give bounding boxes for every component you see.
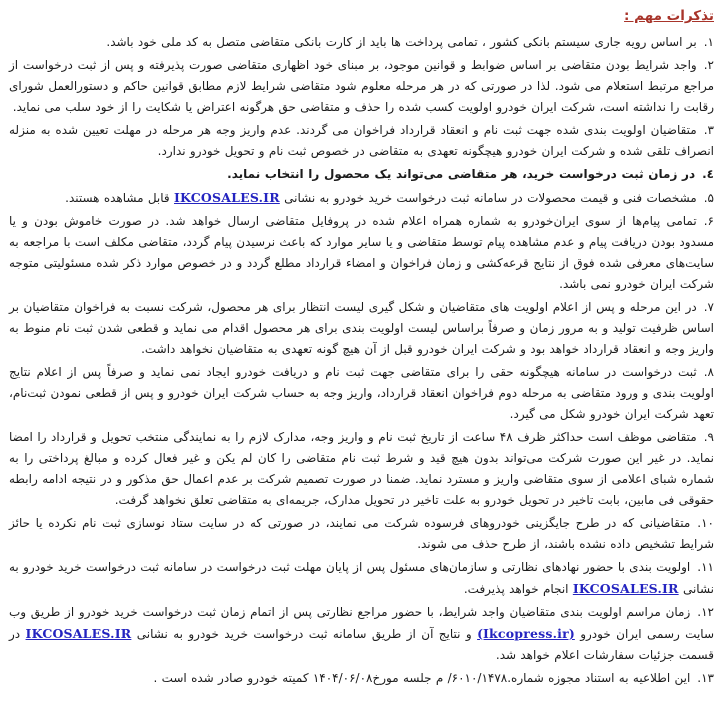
note-text: و نتایج آن از طریق سامانه ثبت درخواست خرید خودرو به نشانی (131, 627, 478, 641)
note-item-7 (9, 297, 714, 360)
note-text: ثبت درخواست در سامانه هیچگونه حقی را برای متقاضی جهت ثبت نام و دریافت خودرو ایجاد نمی نماید و صرفاً پس از اعلام نتایج اولویت بندی و ورود متقاضی به مرحله دوم فراخوان انعقاد قرارداد، واریز وجه به حساب شرکت ایران خودرو و پس از قطعی نمودن ثبت‌نام، تعهد شرکت ایران خودرو شکل می گیرد. (9, 365, 714, 421)
note-text: متقاضی موظف است حداکثر ظرف ۴۸ ساعت از تاریخ ثبت نام و واریز وجه، مدارک لازم را به نمایندگی منتخب تحویل و قرارداد را امضا نماید. در غیر این صورت شرکت می‌تواند بدون هیچ قید و شرط ثبت نام متقاضی را کان لم یکن و غیر فعال کرده و مبالغ پرداختی را به شماره شبای اعلامی از سوی متقاضی واریز و مسترد نماید. ضمنا در صورت تصمیم شرکت بر عدم اعمال حق مذکور و در نتیجه ادامه رابطه حقوقی فی مابین، بابت تاخیر در تحویل خودرو به علت تاخیر در تحویل مدارک، جریمه‌ای به متقاضی تعلق نخواهد گرفت. (9, 430, 714, 507)
notes-list (9, 32, 714, 689)
note-item-6 (9, 211, 714, 295)
note-text: اولویت بندی با حضور نهادهای نظارتی و سازمان‌های مسئول پس از پایان مهلت ثبت درخواست در سامانه ثبت درخواست خرید خودرو به نشانی (9, 560, 714, 596)
note-text: در زمان ثبت درخواست خرید، هر متقاضی می‌تواند یک محصول را انتخاب نماید. (227, 167, 696, 181)
note-item-1 (9, 32, 714, 53)
note-text: در قسمت جزئیات سفارشات اعلام خواهد شد. (9, 627, 714, 662)
note-text: متقاضیان اولویت بندی شده جهت ثبت نام و انعقاد قرارداد فراخوان می گردند. عدم واریز وجه هر مرحله در مهلت تعیین شده به منزله انصراف تلقی شده و شرکت ایران خودرو هیچگونه تعهدی به متقاضی در خصوص ثبت نام و تحویل خودرو ندارد. (9, 123, 714, 158)
note-text: بر اساس رویه جاری سیستم بانکی کشور ، تمامی پرداخت ها باید از کارت بانکی متقاضی متصل به کد ملی خود باشد. (106, 35, 697, 49)
item-number: ۷. (703, 300, 714, 314)
ikcosales-link[interactable]: IKCOSALES.IR (572, 581, 679, 596)
item-number: ۱. (703, 35, 714, 49)
note-text: متقاضیانی که در طرح جایگزینی خودروهای فرسوده شرکت می نمایند، در صورتی که در سایت ستاد نوسازی ثبت نام نکرده یا حائز شرایط تشخیص داده نشده باشند، از طرح حذف می شوند. (9, 516, 714, 551)
item-number: ۳. (703, 123, 714, 137)
note-text: در این مرحله و پس از اعلام اولویت های متقاضیان و شکل گیری لیست انتظار برای هر محصول، شرکت نسبت به فراخوان متقاضیان بر اساس ظرفیت تولید و به مرور زمان و صرفاً براساس لیست اولویت بندی برای هر محصول اقدام می نماید و قطعی شدن ثبت نام منوط به واریز وجه و انعقاد قرارداد خواهد بود و شرکت ایران خودرو قبل از آن هیچ گونه تعهدی به متقاضیان نخواهد داشت. (9, 300, 714, 356)
note-text: واجد شرایط بودن متقاضی بر اساس ضوابط و قوانین موجود، بر مبنای خود اظهاری متقاضی صورت پذیرفته و پس از ثبت درخواست از مراجع مرتبط استعلام می شود. لذا در صورتی که در هر مرحله معلوم شود متقاضی شرایط لازم مطابق قوانین حاکم و دستورالعمل شورای رقابت را نداشته است، شرکت ایران خودرو اولویت کسب شده را حذف و متقاضی حق هرگونه اعتراض یا شکایت را از خود سلب می نماید. (9, 58, 714, 114)
item-number: ۱۱. (697, 560, 714, 574)
ikcosales-link[interactable]: IKCOSALES.IR (25, 626, 132, 641)
ikcopress-link[interactable]: (Ikcopress.ir) (477, 626, 575, 641)
item-number: ۲. (703, 58, 714, 72)
note-item-9 (9, 427, 714, 511)
ikcosales-link[interactable]: IKCOSALES.IR (173, 190, 280, 205)
note-text: مشخصات فنی و قیمت محصولات در سامانه ثبت درخواست خرید خودرو به نشانی (279, 191, 697, 205)
note-text: تمامی پیام‌ها از سوی ایران‌خودرو به شماره همراه اعلام شده در پروفایل متقاضی ارسال خواهد شد. در صورت خاموش بودن و یا مسدود بودن دریافت پیام و عدم مشاهده پیام توسط متقاضی و یا سایر موارد که باعث نرسیدن پیام گردد، متقاضی مکلف است با مراجعه به سایت‌های معرفی شده فوق از نتایج قرعه‌کشی و زمان فراخوان و امضاء قرارداد مطلع گردد و در خصوص موارد ذکر شده مسئولیتی متوجه شرکت ایران خودرو نمی باشد. (9, 214, 714, 291)
item-number: ۱۳. (697, 671, 714, 685)
note-item-12 (9, 602, 714, 666)
note-item-2 (9, 55, 714, 118)
item-number: ٤. (702, 167, 714, 181)
item-number: ۵. (703, 191, 714, 205)
item-number: ۹. (703, 430, 714, 444)
note-item-5 (9, 187, 714, 209)
note-item-10 (9, 513, 714, 555)
note-text: انجام خواهد پذیرفت. (463, 582, 573, 596)
item-number: ۸. (703, 365, 714, 379)
note-item-13 (9, 668, 714, 689)
note-item-3 (9, 120, 714, 162)
note-text: قابل مشاهده هستند. (65, 191, 174, 205)
note-text: زمان مراسم اولویت بندی متقاضیان واجد شرایط، با حضور مراجع نظارتی پس از اتمام زمان ثبت درخواست خرید خودرو از طریق وب سایت رسمی ایران خودرو (9, 605, 715, 641)
note-item-11 (9, 557, 714, 600)
note-item-4 (9, 164, 714, 185)
item-number: ۱۰. (697, 516, 714, 530)
note-item-8 (9, 362, 714, 425)
page-title: تذکرات مهم : (624, 8, 714, 24)
item-number: ۶. (703, 214, 714, 228)
note-text: این اطلاعیه به استناد مجوزه شماره.۶۰۱۰/۱۴۷۸/ م جلسه مورخ۱۴۰۴/۰۶/۰۸ کمیته خودرو صادر شده است . (153, 671, 691, 685)
item-number: ۱۲. (697, 605, 714, 619)
